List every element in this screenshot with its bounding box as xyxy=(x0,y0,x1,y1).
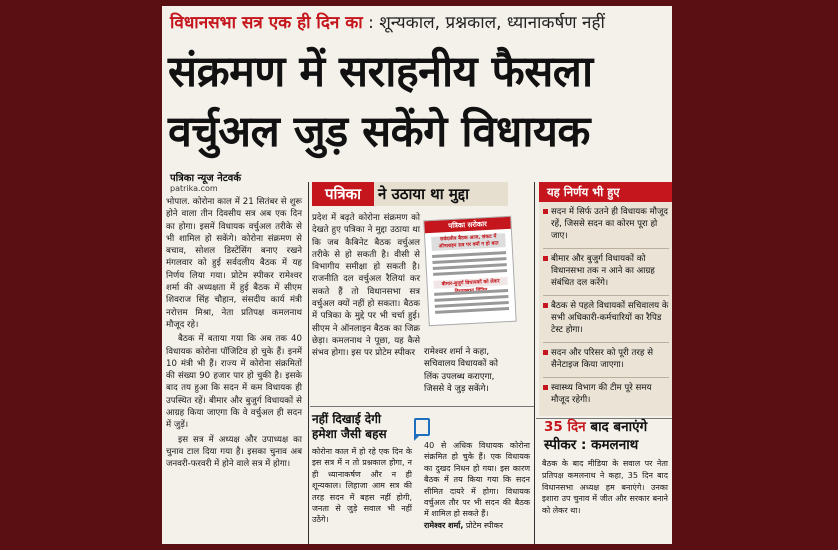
debate-headline-line-1: नहीं दिखाई देगी xyxy=(312,412,382,426)
decision-item xyxy=(543,295,669,336)
decisions-list xyxy=(543,206,669,412)
decision-text: सदन और परिसर को पूरी तरह से सैनेटाइज किया जाएगा। xyxy=(551,348,654,370)
bullet-icon xyxy=(543,303,548,308)
decisions-title: यह निर्णय भी हुए xyxy=(539,182,672,202)
left-column-body xyxy=(166,196,302,473)
clipping-thumbnail xyxy=(423,216,516,326)
clipping-headline: सर्वदलीय बैठक आज, संकट में ऑनलाइन सत्र पर क्यों न हो बात xyxy=(431,233,506,251)
clipping-subhead: बीमार-बुजुर्ग विधायकों को लेकर xyxy=(433,277,507,289)
decision-item xyxy=(543,342,669,371)
headline-line-1: संक्रमण में सराहनीय फैसला xyxy=(168,47,593,97)
kicker-rest: : शून्यकाल, प्रश्नकाल, ध्यानाकर्षण नहीं xyxy=(362,13,605,33)
paragraph: भोपाल. कोरोना काल में 21 सितंबर से शुरू होने वाला तीन दिवसीय सत्र अब एक दिन का होगा। इसमें विधायक वर्चुअल तरीके से भी शामिल हो सकेंगे। कोरोना संक्रमण से बचाव, सोशल डिस्टेंसिंग बनाए रखने मंगलवार को हुई सर्वदलीय बैठक में यह निर्णय लिया गया। प्रोटेम स्पीकर रामेश्वर शर्मा की अध्यक्षता में हुई बैठक में सीएम शिवराज सिंह चौहान, संसदीय कार्य मंत्री नरोत्तम मिश्रा, नेता प्रतिपक्ष कमलनाथ मौजूद रहे। xyxy=(166,197,302,330)
paragraph: बैठक में बताया गया कि अब तक 40 विधायक कोरोना पॉजिटिव हो चुके हैं। इनमें 10 मंत्री भी हैं। राज्य में कोरोना संक्रमितों की संख्या 90 हजार पार हो चुकी है। इसके बाद तय हुआ कि सदन में कम विधायक ही उपस्थित रहें। बीमार और बुजुर्ग विधायकों से आग्रह किया जाएगा कि वे वर्चुअल ही सदन में जुड़ें। xyxy=(166,334,302,431)
byline-agency: पत्रिका न्यूज नेटवर्क xyxy=(170,173,242,184)
section-header xyxy=(312,182,508,206)
byline-website: patrika.com xyxy=(170,184,218,193)
column-divider xyxy=(534,182,535,544)
decision-text: स्वास्थ्य विभाग की टीम पूरे समय मौजूद रहेगी। xyxy=(551,383,652,405)
kamalnath-title-2: स्पीकर : कमलनाथ xyxy=(544,437,639,453)
clipping-head: पत्रिका सरोकार xyxy=(424,217,511,233)
kamalnath-highlight: 35 दिन xyxy=(544,419,586,435)
kamalnath-body: बैठक के बाद मीडिया के सवाल पर नेता प्रतिपक्ष कमलनाथ ने कहा, 35 दिन बाद विधानसभा अध्यक्ष हम बनाएंगे। उनका इशारा उप चुनाव में जीत और सरकार बनाने को लेकर था। xyxy=(542,459,668,516)
newspaper-clipping xyxy=(162,6,672,544)
decisions-box xyxy=(539,182,672,416)
bullet-icon xyxy=(543,385,548,390)
kamalnath-title-1: बाद बनाएंगे xyxy=(585,419,648,435)
decision-text: बीमार और बुजुर्ग विधायकों को विधानसभा तक न आने का आग्रह संबंधित दल करेंगे। xyxy=(551,254,655,288)
bullet-icon xyxy=(543,350,548,355)
bullet-icon xyxy=(543,256,548,261)
kicker xyxy=(170,10,605,33)
middle-column-body: प्रदेश में बढ़ते कोरोना संक्रमण को देखते हुए पत्रिका ने मुद्दा उठाया था कि जब कैबिनेट बैठक वर्चुअल तरीके से हो सकती है। वीसी से विभागीय समीक्षा हो सकती है। राजनीति दल वर्चुअल रैलियां कर सकते हैं तो विधानसभा सत्र वर्चुअल क्यों नहीं हो सकता। बैठक में पत्रिका के मुद्दे पर भी चर्चा हुई। सीएम ने ऑनलाइन बैठक का जिक्र छेड़ा। कमलनाथ ने पूछा, यह कैसे संभव होगा। इस पर प्रोटेम स्पीकर xyxy=(312,213,420,359)
debate-headline xyxy=(312,412,387,442)
quote-icon xyxy=(414,418,430,436)
decision-item xyxy=(543,206,669,242)
headline-line-2: वर्चुअल जुड़ सकेंगे विधायक xyxy=(168,107,590,157)
kamalnath-headline-line-1 xyxy=(544,418,647,436)
quote-attribution xyxy=(424,520,503,531)
decision-text: सदन में सिर्फ उतने ही विधायक मौजूद रहें, जिससे सदन का कोरम पूरा हो जाए। xyxy=(551,207,668,241)
clipping-line xyxy=(433,269,507,276)
debate-body: कोरोना काल में हो रहे एक दिन के इस सत्र में न तो प्रश्नकाल होगा, न ही ध्यानाकर्षण और न ही शून्यकाल। लिहाजा आम सत्र की तरह सदन में बहस नहीं होगी, जनता से जुड़े सवाल भी नहीं उठेंगे। xyxy=(312,447,412,525)
kicker-highlight: विधानसभा सत्र एक ही दिन का xyxy=(170,13,363,33)
clipping-caption: रामेश्वर शर्मा ने कहा, सचिवालय विधायकों को लिंक उपलब्ध कराएगा, जिससे वे जुड़ सकेंगे। xyxy=(424,347,498,394)
section-tag: पत्रिका xyxy=(312,182,374,206)
column-divider xyxy=(308,182,309,544)
section-divider xyxy=(310,406,534,407)
debate-headline-line-2: हमेशा जैसी बहस xyxy=(312,427,387,441)
quote-author: रामेश्वर शर्मा, xyxy=(424,521,464,530)
quote-role: प्रोटेम स्पीकर xyxy=(463,521,504,530)
clipping-line xyxy=(435,307,509,314)
section-title: ने उठाया था मुद्दा xyxy=(378,185,469,203)
kamalnath-headline xyxy=(544,418,647,454)
decision-text: बैठक से पहले विधायकों सचिवालय के सभी अधिकारी-कर्मचारियों का रैपिड टेस्ट होगा। xyxy=(551,301,669,335)
decision-item xyxy=(543,248,669,289)
quote-body: 40 से अधिक विधायक कोरोना संक्रमित हो चुके हैं। एक विधायक का दुखद निधन हो गया। इस कारण बैठक में तय किया गया कि सदन सीमित दायरे में होगा। विधायक वर्चुअल तौर पर भी सदन की बैठक में शामिल हो सकते हैं। xyxy=(424,441,530,519)
decision-item xyxy=(543,377,669,406)
bullet-icon xyxy=(543,209,548,214)
paragraph: इस सत्र में अध्यक्ष और उपाध्यक्ष का चुनाव टाल दिया गया है। इसका चुनाव अब जनवरी-फरवरी में होने वाले सत्र में होगा। xyxy=(166,434,302,470)
